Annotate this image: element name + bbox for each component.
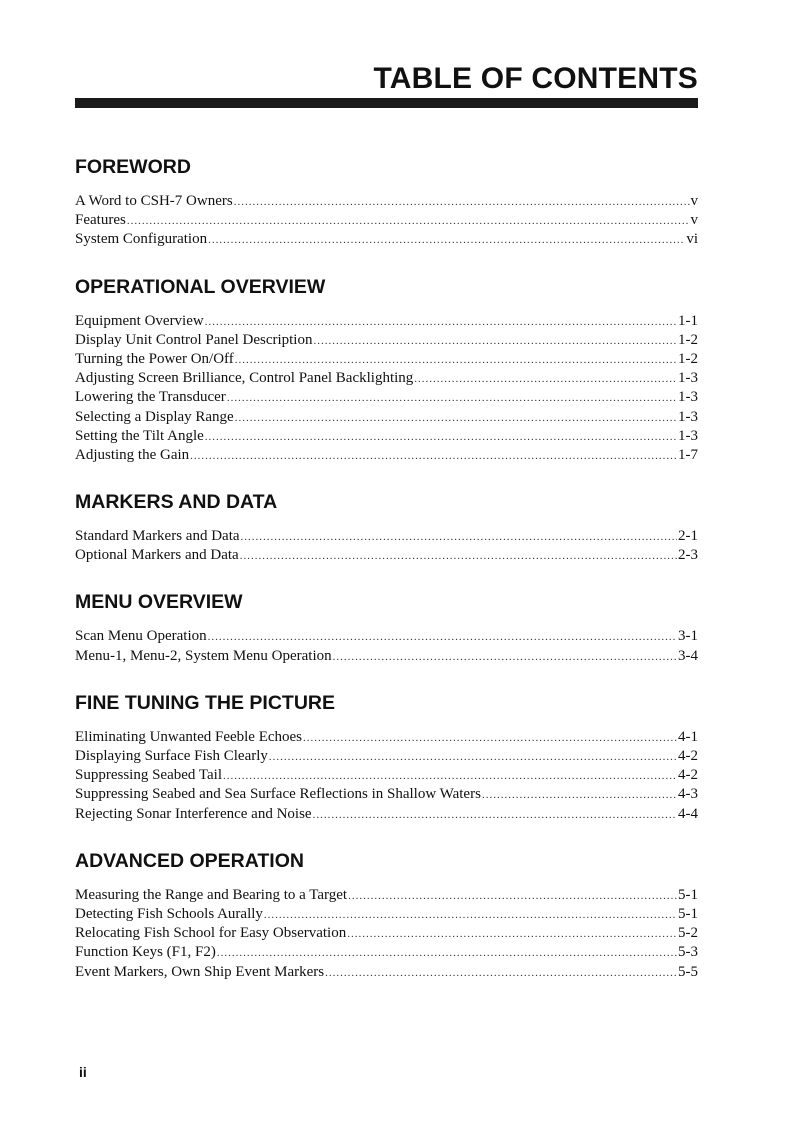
toc-section [75, 844, 698, 982]
toc-entry-page: 3-1 [678, 628, 698, 645]
toc-entry[interactable] [75, 905, 698, 924]
toc-entry[interactable] [75, 627, 698, 646]
dot-leader [208, 628, 677, 647]
toc-section [75, 485, 698, 565]
toc-entry[interactable] [75, 747, 698, 766]
dot-leader [227, 389, 677, 408]
toc-entry-title: Event Markers, Own Ship Event Markers [75, 963, 325, 980]
dot-leader [241, 528, 677, 547]
toc-entry-page: 5-3 [678, 944, 698, 961]
toc-entry-title: Lowering the Transducer [75, 389, 226, 406]
dot-leader [347, 925, 677, 944]
toc-entry-title: Relocating Fish School for Easy Observation [75, 925, 347, 942]
toc-entry[interactable] [75, 408, 698, 427]
toc-entry[interactable] [75, 527, 698, 546]
toc-entry[interactable] [75, 230, 698, 249]
dot-leader [217, 944, 677, 963]
toc-entry-title: Display Unit Control Panel Description [75, 331, 313, 348]
toc-section [75, 686, 698, 824]
toc-section [75, 150, 698, 250]
dot-leader [208, 231, 685, 250]
section-heading: FOREWORD [75, 156, 191, 178]
toc-entry-title: Suppressing Seabed and Sea Surface Reflections in Shallow Waters [75, 786, 481, 803]
toc-entry-page: 5-2 [678, 925, 698, 942]
toc-entry-page: 2-1 [678, 528, 698, 545]
toc-section [75, 585, 698, 665]
toc-entry-page: 1-2 [678, 350, 698, 367]
toc-entry[interactable] [75, 211, 698, 230]
toc-entry-title: Displaying Surface Fish Clearly [75, 748, 268, 764]
page-title: TABLE OF CONTENTS [373, 62, 698, 95]
toc-entry[interactable] [75, 943, 698, 962]
dot-leader [325, 964, 677, 983]
dot-leader [190, 447, 677, 466]
toc-entry[interactable] [75, 805, 698, 824]
toc-entry-title: System Configuration [75, 231, 208, 248]
section-heading: FINE TUNING THE PICTURE [75, 691, 336, 714]
dot-leader [303, 729, 677, 748]
toc-entry-title: Adjusting Screen Brilliance, Control Panel Backlighting [75, 370, 414, 387]
toc-entry-title: Setting the Tilt Angle [75, 427, 204, 444]
table-of-contents [75, 150, 698, 1002]
dot-leader [235, 351, 677, 370]
toc-entry-page: 1-2 [678, 331, 698, 348]
toc-entry-title: Scan Menu Operation [75, 628, 207, 645]
toc-entry-title: Selecting a Display Range [75, 408, 234, 425]
toc-entry-title: Eliminating Unwanted Feeble Echoes [75, 728, 303, 745]
toc-entry-title: Suppressing Seabed Tail [75, 767, 222, 784]
toc-entry-page: 4-1 [678, 728, 698, 745]
toc-entry-page: 1-7 [678, 446, 698, 463]
toc-entry[interactable] [75, 886, 698, 905]
toc-entry-page: 5-1 [678, 905, 698, 922]
toc-entry-title: Rejecting Sonar Interference and Noise [75, 805, 312, 822]
dot-leader [240, 547, 677, 566]
toc-entry[interactable] [75, 924, 698, 943]
toc-entry[interactable] [75, 312, 698, 331]
dot-leader [348, 887, 677, 906]
toc-entry-page: 1-3 [678, 427, 698, 444]
toc-entry-title: Features [75, 212, 126, 229]
toc-entry-title: Detecting Fish Schools Aurally [75, 905, 263, 922]
toc-entry-title: Equipment Overview [75, 312, 204, 329]
toc-entry-page: 4-2 [678, 748, 698, 764]
toc-entry-page: vi [686, 231, 698, 248]
toc-entry[interactable] [75, 446, 698, 465]
toc-section [75, 270, 698, 466]
dot-leader [205, 428, 677, 447]
toc-entry-page: 4-2 [678, 767, 698, 784]
toc-entry-title: Menu-1, Menu-2, System Menu Operation [75, 647, 332, 664]
dot-leader [313, 806, 677, 825]
toc-entry-page: 1-3 [678, 408, 698, 425]
toc-entry[interactable] [75, 647, 698, 666]
dot-leader [414, 370, 677, 389]
toc-entry-page: 3-4 [678, 647, 698, 664]
toc-entry[interactable] [75, 427, 698, 446]
toc-entry-title: Measuring the Range and Bearing to a Target [75, 886, 348, 903]
section-heading: ADVANCED OPERATION [75, 849, 304, 872]
toc-entry[interactable] [75, 785, 698, 804]
toc-entry-page: 1-1 [678, 312, 698, 329]
dot-leader [269, 748, 677, 767]
toc-entry[interactable] [75, 963, 698, 982]
dot-leader [127, 212, 690, 231]
toc-entry-page: 5-5 [678, 963, 698, 980]
toc-entry-page: 5-1 [678, 886, 698, 903]
toc-entry[interactable] [75, 331, 698, 350]
toc-entry-title: A Word to CSH-7 Owners [75, 193, 233, 209]
section-heading: MARKERS AND DATA [75, 491, 278, 514]
toc-entry[interactable] [75, 350, 698, 369]
toc-entry-page: v [690, 212, 698, 229]
toc-entry-page: 1-3 [678, 370, 698, 387]
toc-entry[interactable] [75, 728, 698, 747]
toc-entry-page: 2-3 [678, 547, 698, 564]
toc-entry[interactable] [75, 766, 698, 785]
dot-leader [313, 332, 677, 351]
toc-entry[interactable] [75, 388, 698, 407]
toc-entry-title: Adjusting the Gain [75, 446, 190, 463]
toc-entry-title: Optional Markers and Data [75, 547, 239, 564]
dot-leader [264, 906, 677, 925]
page-number: ii [79, 1064, 87, 1080]
toc-entry-title: Standard Markers and Data [75, 528, 240, 545]
dot-leader [482, 786, 677, 805]
section-heading: OPERATIONAL OVERVIEW [75, 275, 326, 298]
dot-leader [205, 313, 677, 332]
toc-entry-title: Function Keys (F1, F2) [75, 944, 216, 961]
section-heading: MENU OVERVIEW [75, 591, 243, 614]
toc-entry-page: 1-3 [678, 389, 698, 406]
dot-leader [234, 193, 690, 212]
dot-leader [235, 409, 677, 428]
dot-leader [223, 767, 677, 786]
toc-entry-title: Turning the Power On/Off [75, 350, 234, 367]
toc-entry-page: 4-3 [678, 786, 698, 803]
toc-entry[interactable] [75, 546, 698, 565]
toc-entry[interactable] [75, 369, 698, 388]
dot-leader [333, 648, 677, 667]
toc-entry[interactable] [75, 192, 698, 211]
toc-entry-page: v [690, 193, 698, 209]
title-rule [75, 98, 698, 108]
toc-entry-page: 4-4 [678, 805, 698, 822]
